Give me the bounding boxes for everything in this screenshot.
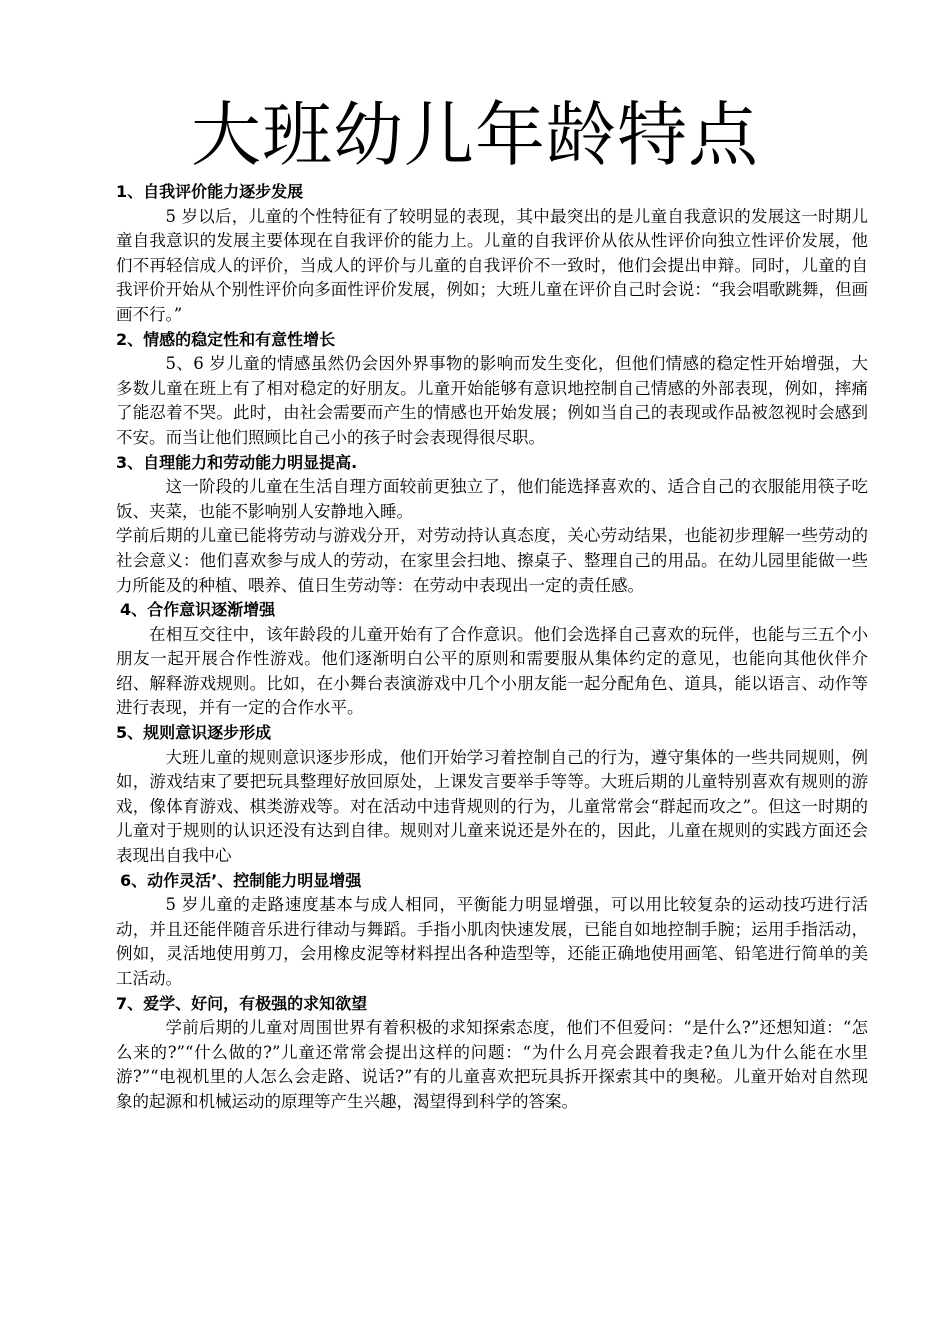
section-motor (116, 869, 868, 992)
section-curiosity (116, 992, 868, 1115)
section-paragraph: 5 岁以后，儿童的个性特征有了较明显的表现，其中最突出的是儿童自我意识的发展这一时期儿童自我意识的发展主要体现在自我评价的能力上。儿童的自我评价从依从性评价向独立性评价发展，他们不再轻信成人的评价，当成人的评价与儿童的自我评价不一致时，他们会提出申辩。同时，儿童的自我评价开始从个别性评价向多面性评价发展，例如；大班儿童在评价自己时会说：“我会唱歌跳舞，但画画不行。” (116, 206, 868, 324)
section-heading: 6、动作灵活’、控制能力明显增强 (120, 870, 362, 890)
section-self-evaluation (116, 180, 868, 328)
section-heading: 1、自我评价能力逐步发展 (116, 182, 304, 201)
section-heading: 5、规则意识逐步形成 (116, 723, 272, 743)
section-emotion (116, 328, 868, 451)
section-paragraph: 学前后期的儿童已能将劳动与游戏分开，对劳动持认真态度，关心劳动结果，也能初步理解一些劳动的社会意义：他们喜欢参与成人的劳动，在家里会扫地、擦桌子、整理自己的用品。在幼儿园里能做一些力所能及的种植、喂养、值日生劳动等：在劳动中表现出一定的责任感。 (116, 526, 868, 595)
section-heading: 2、情感的稳定性和有意性增长 (116, 329, 336, 349)
document-title: 大班幼儿年龄特点 (191, 94, 759, 176)
section-rules (116, 721, 868, 869)
section-paragraph: 学前后期的儿童对周围世界有着积极的求知探索态度，他们不但爱问：“是什么?”还想知道：“怎么来的?”“什么做的?”儿童还常常会提出这样的问题：“为什么月亮会跟着我走?鱼儿为什么能在水里游?”“电视机里的人怎么会走路、说话?”有的儿童喜欢把玩具拆开探索其中的奥秘。儿童开始对自然现象的起源和机械运动的原理等产生兴趣，渴望得到科学的答案。 (116, 1018, 868, 1111)
section-heading: 4、合作意识逐渐增强 (120, 600, 276, 620)
document-body (116, 180, 868, 1115)
section-paragraph: 在相互交往中，该年龄段的儿童开始有了合作意识。他们会选择自己喜欢的玩伴，也能与三五个小朋友一起开展合作性游戏。他们逐渐明白公平的原则和需要服从集体约定的意见，也能向其他伙伴介绍、解释游戏规则。比如，在小舞台表演游戏中几个小朋友能一起分配角色、道具，能以语言、动作等进行表现，并有一定的合作水平。 (116, 624, 868, 718)
section-paragraph: 5 岁儿童的走路速度基本与成人相同，平衡能力明显增强，可以用比较复杂的运动技巧进行活动，并且还能伴随音乐进行律动与舞蹈。手指小肌肉快速发展，已能自如地控制手腕；运用手指活动，例如，灵活地使用剪刀，会用橡皮泥等材料捏出各种造型等，还能正确地使用画笔、铅笔进行简单的美工活动。 (116, 895, 868, 988)
section-paragraph: 这一阶段的儿童在生活自理方面较前更独立了，他们能选择喜欢的、适合自己的衣服能用筷子吃饭、夹菜，也能不影响别人安静地入睡。 (116, 477, 868, 521)
section-paragraph: 大班儿童的规则意识逐步形成，他们开始学习着控制自己的行为，遵守集体的一些共同规则，例如，游戏结束了要把玩具整理好放回原处，上课发言要举手等等。大班后期的儿童特别喜欢有规则的游戏，像体育游戏、棋类游戏等。对在活动中违背规则的行为，儿童常常会“群起而攻之”。但这一时期的儿童对于规则的认识还没有达到自律。规则对儿童来说还是外在的，因此，儿童在规则的实践方面还会表现出自我中心 (116, 747, 868, 866)
section-paragraph: 5、6 岁儿童的情感虽然仍会因外界事物的影响而发生变化，但他们情感的稳定性开始增强，大多数儿童在班上有了相对稳定的好朋友。儿童开始能够有意识地控制自己情感的外部表现，例如，摔痛了能忍着不哭。此时，由社会需要而产生的情感也开始发展；例如当自己的表现或作品被忽视时会感到不安。而当让他们照顾比自己小的孩子时会表现得很尽职。 (116, 354, 868, 447)
section-self-care (116, 451, 868, 599)
section-cooperation (116, 598, 868, 721)
section-heading: 3、自理能力和劳动能力明显提高. (116, 452, 358, 472)
section-heading: 7、爱学、好问，有极强的求知欲望 (116, 993, 368, 1013)
